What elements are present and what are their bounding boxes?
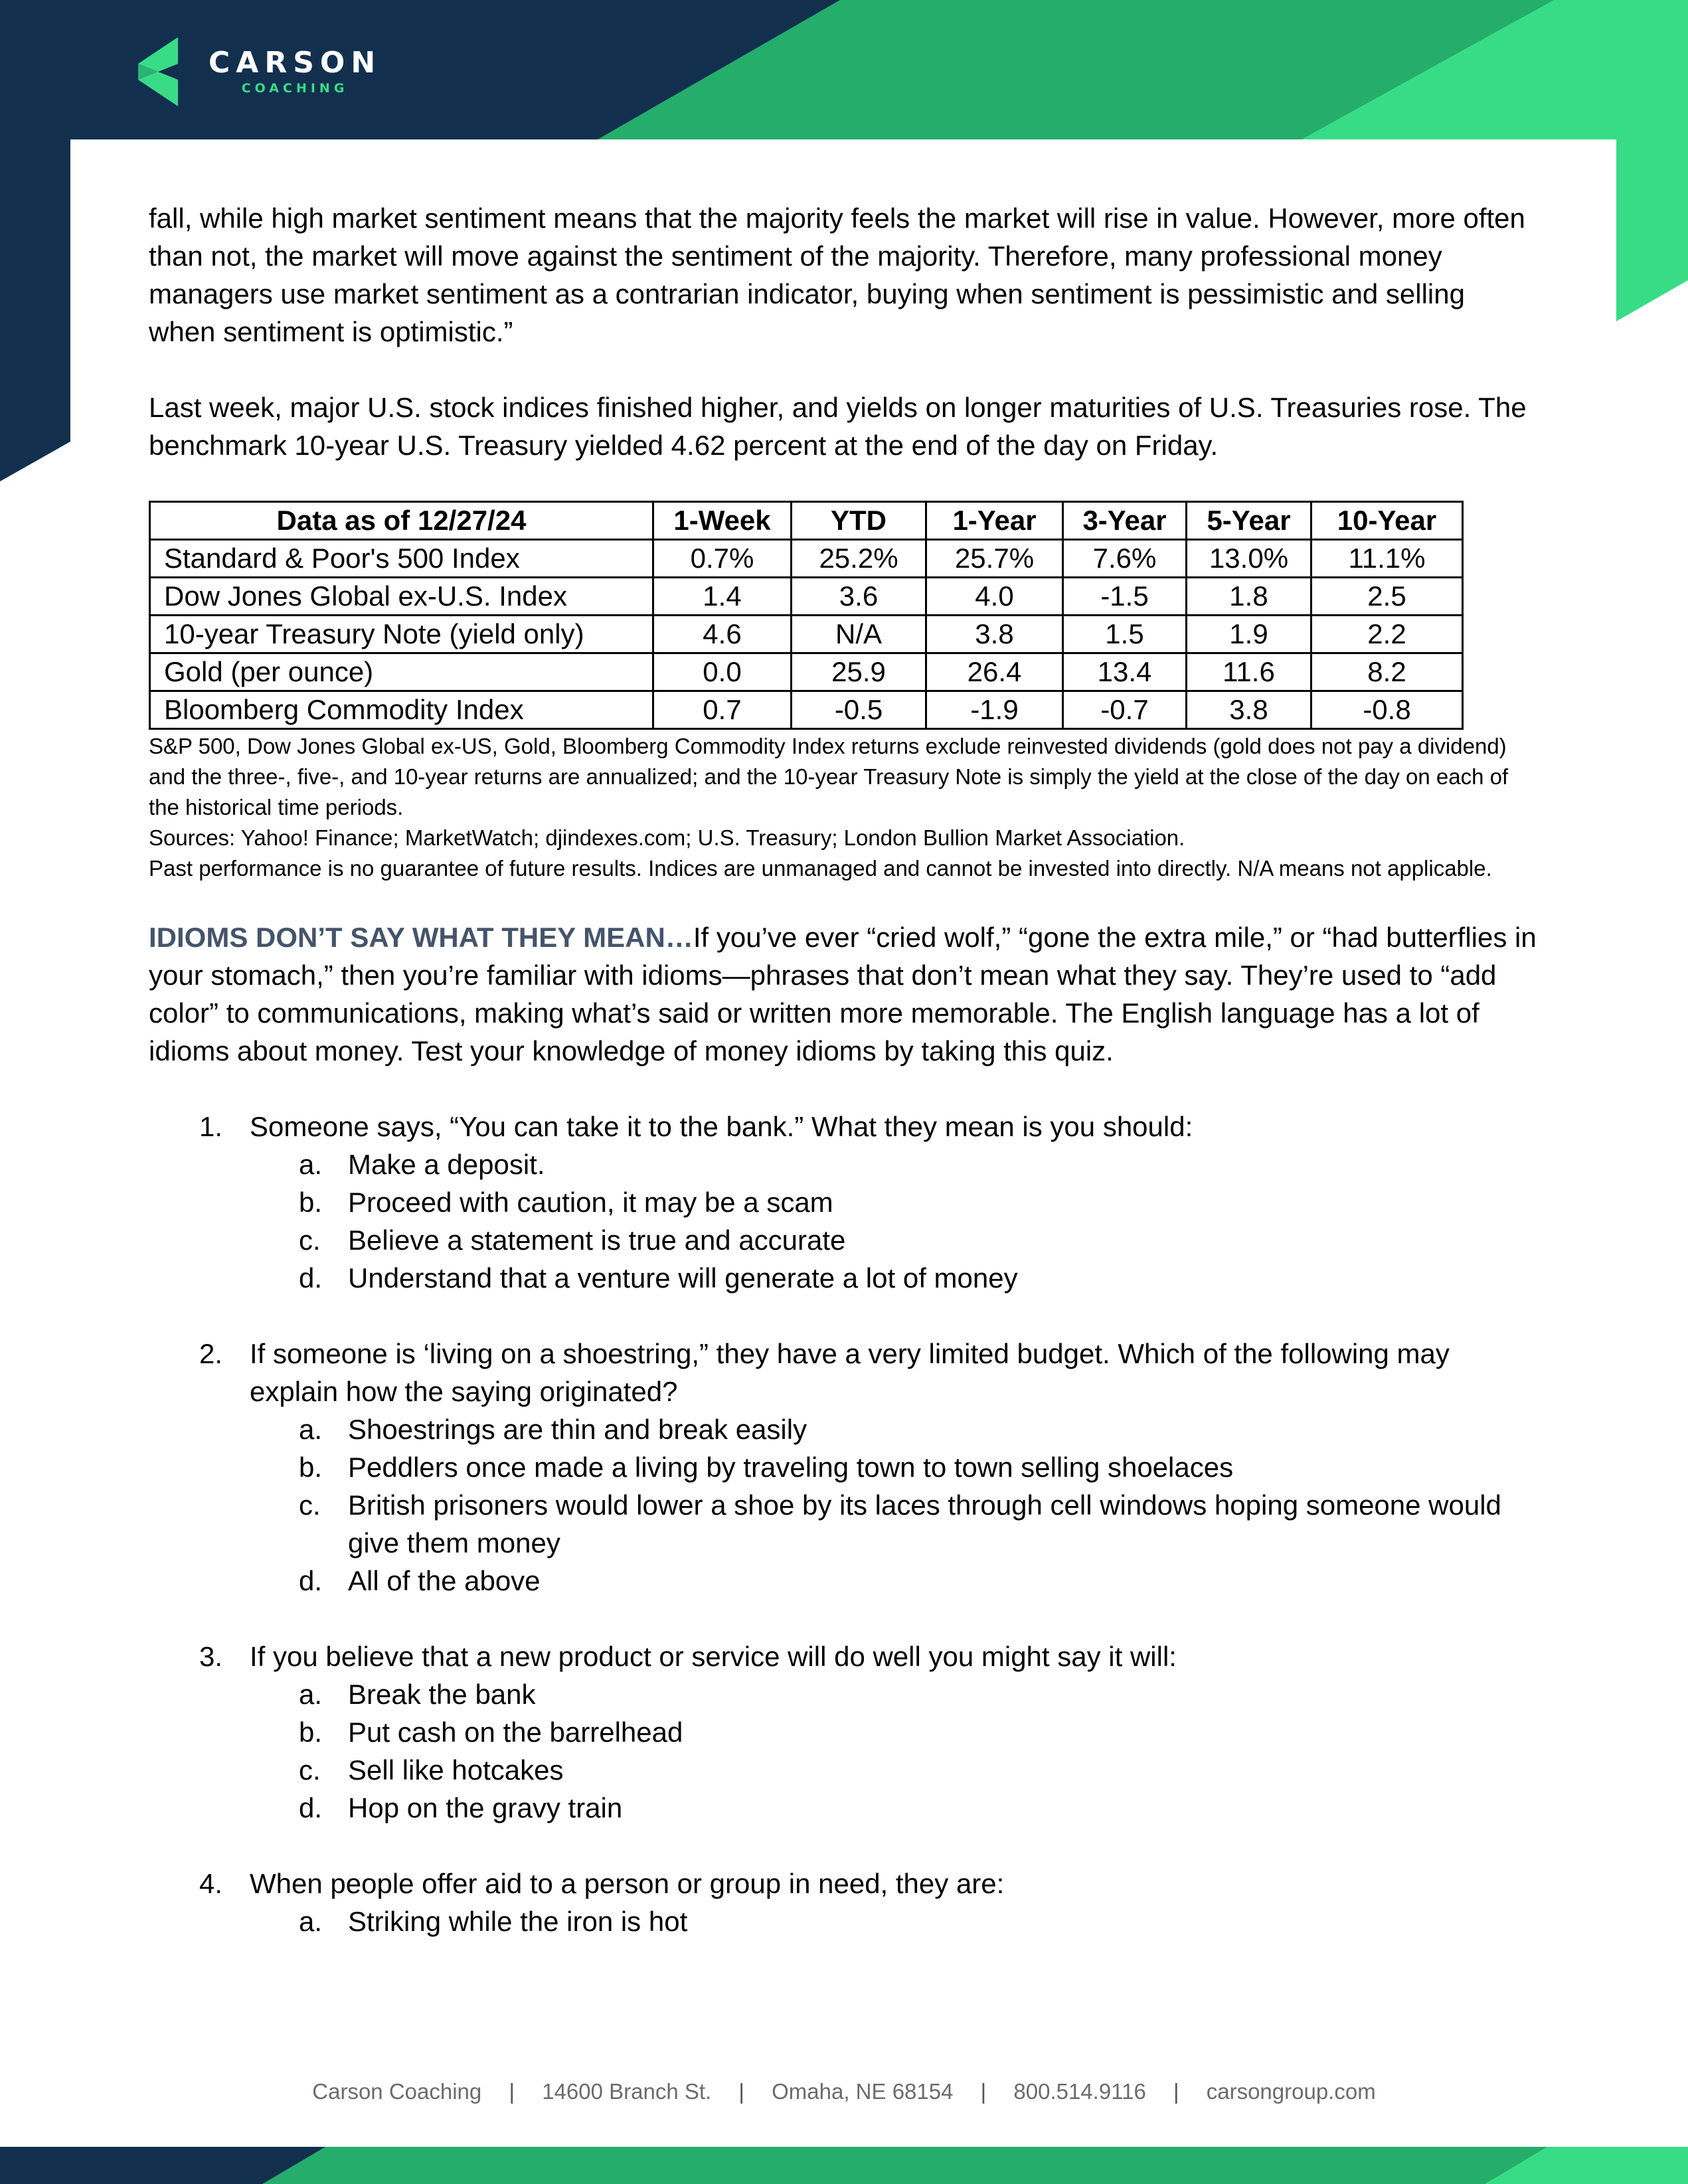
footer-city: Omaha, NE 68154 <box>772 2079 954 2104</box>
answer-option <box>149 1259 1537 1297</box>
table-cell: -0.5 <box>792 691 926 729</box>
table-cell: 0.0 <box>653 653 792 691</box>
option-letter: d. <box>299 1262 323 1294</box>
quiz-question <box>149 1108 1537 1297</box>
question-text: When people offer aid to a person or group in need, they are: <box>250 1868 1005 1899</box>
table-cell: -1.9 <box>926 691 1063 729</box>
table-cell: 1.8 <box>1187 578 1311 616</box>
option-text: Break the bank <box>348 1679 536 1710</box>
question-number: 4. <box>199 1868 223 1899</box>
carson-coaching-logo <box>138 37 381 106</box>
option-letter: b. <box>299 1452 323 1483</box>
table-cell: 11.6 <box>1187 653 1311 691</box>
table-header-cell: Data as of 12/27/24 <box>150 502 653 540</box>
table-cell: 0.7 <box>653 691 792 729</box>
table-row <box>150 540 1463 578</box>
answer-option <box>149 1789 1537 1827</box>
table-cell: Bloomberg Commodity Index <box>150 691 653 729</box>
table-cell: 2.2 <box>1311 616 1463 653</box>
option-text: Proceed with caution, it may be a scam <box>348 1187 833 1218</box>
answer-option <box>149 1486 1537 1562</box>
table-cell: 1.9 <box>1187 616 1311 653</box>
option-text: Make a deposit. <box>348 1149 545 1180</box>
answer-option <box>149 1902 1537 1940</box>
table-cell: 3.6 <box>792 578 926 616</box>
carson-chevron-logo-icon <box>138 37 178 106</box>
table-cell: 10-year Treasury Note (yield only) <box>150 616 653 653</box>
table-footnotes <box>149 731 1537 884</box>
table-cell: 13.4 <box>1063 653 1187 691</box>
table-cell: 1.5 <box>1063 616 1187 653</box>
footer-company: Carson Coaching <box>312 2079 482 2104</box>
answer-option <box>149 1675 1537 1713</box>
option-text: Peddlers once made a living by traveling town to town selling shoelaces <box>348 1452 1234 1483</box>
footnote-returns: S&P 500, Dow Jones Global ex-US, Gold, Bloomberg Commodity Index returns exclude reinvested dividends (gold does not pay a dividend) and the three-, five-, and 10-year returns are annualized; and the 10-year Treasury Note is simply the yield at the close of the day on each of the historical time periods. <box>149 734 1509 819</box>
option-letter: d. <box>299 1792 323 1823</box>
table-header-cell: 1-Year <box>926 502 1063 540</box>
brand-name: CARSON <box>209 46 382 80</box>
footnote-disclaimer: Past performance is no guarantee of future results. Indices are unmanaged and cannot be invested into directly. N/A means not applicable. <box>149 856 1492 881</box>
answer-option <box>149 1562 1537 1600</box>
table-cell: 25.7% <box>926 540 1063 578</box>
answer-option <box>149 1183 1537 1221</box>
table-cell: 3.8 <box>1187 691 1311 729</box>
option-text: All of the above <box>348 1565 541 1596</box>
footer-separator: | <box>980 2079 987 2104</box>
intro-paragraph-1: fall, while high market sentiment means that the majority feels the market will rise in value. However, more often than not, the market will move against the sentiment of the majority. Therefore, many professional money managers use market sentiment as a contrarian indicator, buying when sentiment is pessimistic and selling when sentiment is optimistic.” <box>149 203 1525 347</box>
table-row <box>150 653 1463 691</box>
option-text: Hop on the gravy train <box>348 1792 623 1823</box>
option-text: Striking while the iron is hot <box>348 1906 688 1937</box>
table-cell: 7.6% <box>1063 540 1187 578</box>
table-cell: Dow Jones Global ex-U.S. Index <box>150 578 653 616</box>
table-row <box>150 578 1463 616</box>
option-letter: a. <box>299 1149 323 1180</box>
answer-option <box>149 1221 1537 1259</box>
option-letter: b. <box>299 1187 323 1218</box>
idioms-intro-paragraph <box>149 918 1537 1070</box>
option-text: Shoestrings are thin and break easily <box>348 1414 807 1445</box>
option-text: Put cash on the barrelhead <box>348 1717 683 1748</box>
option-text: Sell like hotcakes <box>348 1754 564 1786</box>
footer-street: 14600 Branch St. <box>542 2079 712 2104</box>
section-heading-idioms: IDIOMS DON’T SAY WHAT THEY MEAN… <box>149 922 693 953</box>
footer-separator: | <box>509 2079 515 2104</box>
question-number: 1. <box>199 1111 223 1142</box>
idioms-quiz <box>149 1108 1537 1940</box>
option-letter: c. <box>299 1224 321 1256</box>
option-letter: a. <box>299 1414 323 1445</box>
table-header-cell: 10-Year <box>1311 502 1463 540</box>
footnote-sources: Sources: Yahoo! Finance; MarketWatch; djindexes.com; U.S. Treasury; London Bullion Market Association. <box>149 825 1185 850</box>
option-letter: a. <box>299 1906 323 1937</box>
question-text: If someone is ‘living on a shoestring,” they have a very limited budget. Which of the following may explain how the saying originated? <box>250 1338 1450 1407</box>
table-header-cell: 3-Year <box>1063 502 1187 540</box>
question-text: Someone says, “You can take it to the bank.” What they mean is you should: <box>250 1111 1193 1142</box>
option-text: Understand that a venture will generate a lot of money <box>348 1262 1018 1294</box>
option-text: British prisoners would lower a shoe by its laces through cell windows hoping someone would give them money <box>348 1489 1501 1558</box>
option-letter: b. <box>299 1717 323 1748</box>
quiz-question <box>149 1335 1537 1600</box>
table-cell: -1.5 <box>1063 578 1187 616</box>
quiz-question <box>149 1865 1537 1940</box>
table-cell: -0.7 <box>1063 691 1187 729</box>
option-text: Believe a statement is true and accurate <box>348 1224 846 1256</box>
left-navy-strip <box>0 139 70 481</box>
footer-green-band <box>262 2147 1688 2184</box>
table-cell: 2.5 <box>1311 578 1463 616</box>
table-cell: 11.1% <box>1311 540 1463 578</box>
table-cell: 4.6 <box>653 616 792 653</box>
table-header-cell: 5-Year <box>1187 502 1311 540</box>
option-letter: c. <box>299 1754 321 1786</box>
option-letter: a. <box>299 1679 323 1710</box>
right-green-strip <box>1616 139 1688 321</box>
table-header-cell: YTD <box>792 502 926 540</box>
answer-option <box>149 1751 1537 1789</box>
question-number: 2. <box>199 1338 223 1369</box>
table-cell: 8.2 <box>1311 653 1463 691</box>
document-body <box>149 199 1537 1978</box>
table-cell: 26.4 <box>926 653 1063 691</box>
footer-separator: | <box>1173 2079 1179 2104</box>
intro-paragraph-2: Last week, major U.S. stock indices finished higher, and yields on longer maturities of U.S. Treasuries rose. The benchmark 10-year U.S. Treasury yielded 4.62 percent at the end of the day on Friday. <box>149 392 1527 461</box>
footer-separator: | <box>738 2079 744 2104</box>
table-row <box>150 616 1463 653</box>
answer-option <box>149 1410 1537 1448</box>
table-cell: 25.2% <box>792 540 926 578</box>
table-cell: 3.8 <box>926 616 1063 653</box>
answer-option <box>149 1713 1537 1751</box>
table-cell: -0.8 <box>1311 691 1463 729</box>
table-cell: 0.7% <box>653 540 792 578</box>
table-cell: Gold (per ounce) <box>150 653 653 691</box>
question-text: If you believe that a new product or service will do well you might say it will: <box>250 1641 1177 1672</box>
brand-subtitle: COACHING <box>241 81 349 96</box>
page-footer <box>0 2078 1688 2105</box>
answer-option <box>149 1145 1537 1183</box>
footer-phone: 800.514.9116 <box>1013 2079 1146 2104</box>
table-row <box>150 691 1463 729</box>
table-cell: 25.9 <box>792 653 926 691</box>
table-cell: 13.0% <box>1187 540 1311 578</box>
table-cell: N/A <box>792 616 926 653</box>
market-performance-table <box>149 501 1464 730</box>
table-cell: 4.0 <box>926 578 1063 616</box>
table-header-cell: 1-Week <box>653 502 792 540</box>
option-letter: c. <box>299 1489 321 1521</box>
quiz-question <box>149 1638 1537 1827</box>
question-number: 3. <box>199 1641 223 1672</box>
idioms-intro-text: If you’ve ever “cried wolf,” “gone the extra mile,” or “had butterflies in your stomach,” then you’re familiar with idioms—phrases that don’t mean what they say. They’re used to “add color” to communications, making what’s said or written more memorable. The English language has a lot of idioms about money. Test your knowledge of money idioms by taking this quiz. <box>149 922 1537 1066</box>
footer-website-link[interactable]: carsongroup.com <box>1206 2079 1376 2104</box>
answer-option <box>149 1448 1537 1486</box>
option-letter: d. <box>299 1565 323 1596</box>
table-cell: Standard & Poor's 500 Index <box>150 540 653 578</box>
table-cell: 1.4 <box>653 578 792 616</box>
table-header-row <box>150 502 1463 540</box>
